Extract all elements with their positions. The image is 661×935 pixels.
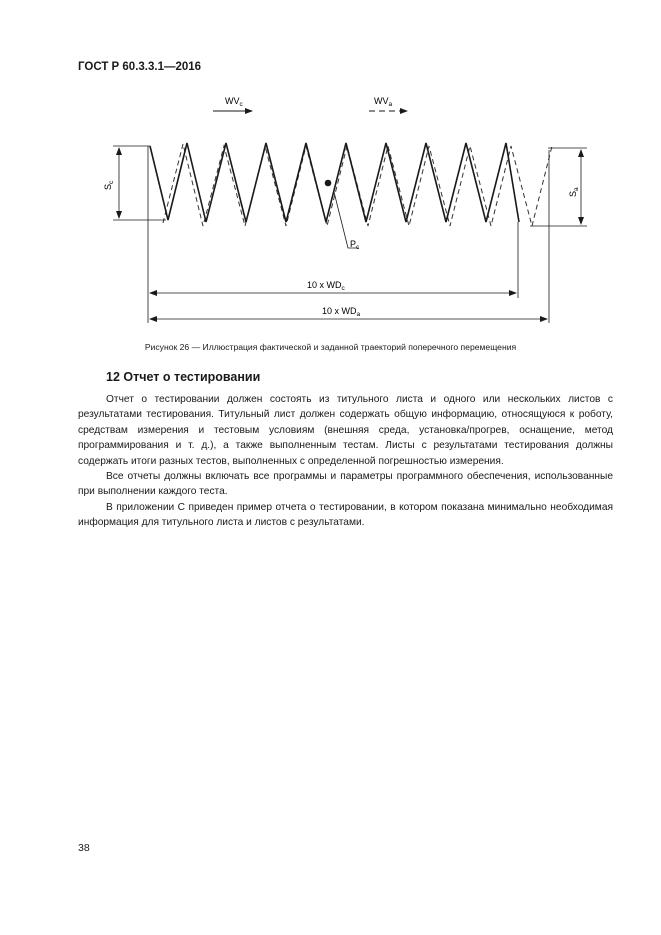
section-body bbox=[78, 392, 613, 531]
wd-a-label: 10 x $WD_a$ bbox=[322, 306, 361, 318]
pc-point bbox=[325, 180, 332, 187]
weave-trajectory-figure bbox=[0, 0, 661, 335]
section-title: 12 Отчет о тестировании bbox=[106, 370, 261, 384]
commanded-trajectory bbox=[163, 144, 552, 226]
actual-trajectory bbox=[150, 143, 519, 222]
wd-c-label: 10 x $WD_c$ bbox=[307, 280, 345, 292]
figure-caption: Рисунок 26 — Иллюстрация фактической и заданной траекторий поперечного перемещения bbox=[144, 342, 517, 352]
paragraph: Отчет о тестировании должен состоять из титульного листа и одного или нескольких листов с результатами тестирования. Титульный лист должен содержать общую информацию, относящуюся к роботу, средствам измерения и тестовым условиям (внешняя среда, установка/прогрев, оснащение, метод программирования и т. д.), а также выполненным тестам. Листы с результатами тестирования должны содержать итоги разных тестов, выполненных с определенной погрешностью измерения. bbox=[78, 394, 613, 467]
page-number: 38 bbox=[78, 842, 90, 854]
paragraph: Все отчеты должны включать все программы и параметры программного обеспечения, использованные при выполнении каждого теста. bbox=[78, 471, 613, 498]
sa-label: $S_a$ bbox=[568, 187, 580, 197]
document-standard-header: ГОСТ Р 60.3.3.1—2016 bbox=[78, 61, 202, 73]
paragraph: В приложении С приведен пример отчета о тестировании, в котором показана минимально необходимая информация для титульного листа и листов с результатами. bbox=[78, 501, 613, 529]
wv-c-label: $WV_c$ bbox=[225, 96, 243, 108]
sc-label: $S_c$ bbox=[103, 180, 115, 190]
pc-label: $P_c$ bbox=[350, 239, 360, 251]
wv-a-label: $WV_a$ bbox=[374, 96, 393, 108]
